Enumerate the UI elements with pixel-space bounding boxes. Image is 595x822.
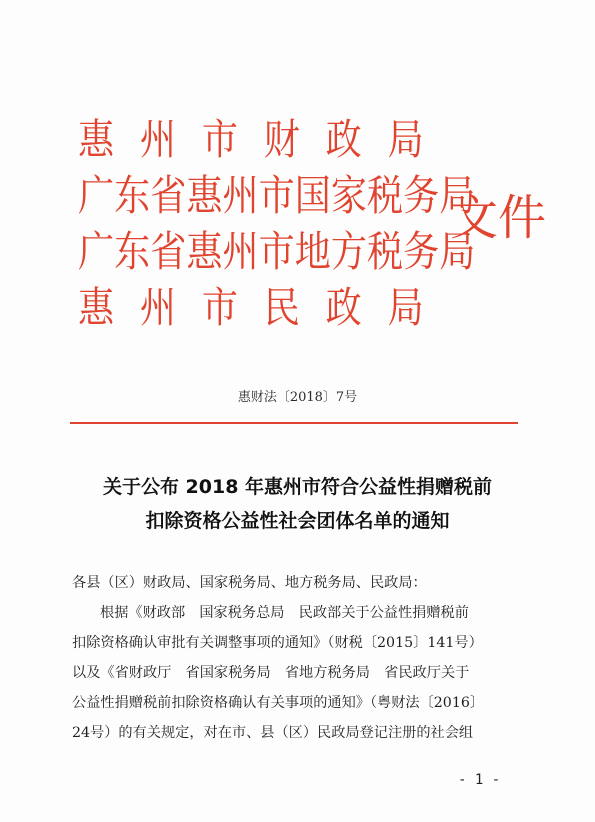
issuer-block: [78, 112, 476, 336]
issuer-civil-affairs-bureau: 惠州市民政局: [78, 283, 450, 332]
page-number: - 1 -: [458, 772, 501, 788]
body-line: 扣除资格确认审批有关调整事项的通知》（财税〔2015〕141号）: [72, 635, 483, 651]
issuer-finance-bureau: 惠州市财政局: [78, 115, 450, 164]
issuer-local-tax-bureau: 广东省惠州市地方税务局: [78, 227, 476, 276]
salutation: 各县（区）财政局、国家税务局、地方税务局、民政局：: [72, 575, 427, 591]
issuer-national-tax-bureau: 广东省惠州市国家税务局: [78, 171, 476, 220]
red-divider-line: [70, 422, 518, 424]
document-body: [72, 568, 522, 748]
body-line: 根据《财政部 国家税务总局 民政部关于公益性捐赠税前: [100, 605, 469, 621]
document-number: 惠财法〔2018〕7号: [237, 390, 358, 405]
body-line: 以及《省财政厅 省国家税务局 省地方税务局 省民政厅关于: [72, 665, 470, 681]
document-kind-label: 文件: [450, 190, 547, 246]
title-line-2: 扣除资格公益性社会团体名单的通知: [145, 510, 450, 532]
body-line: 公益性捐赠税前扣除资格确认有关事项的通知》（粤财法〔2016〕: [72, 695, 485, 711]
title-line-1: 关于公布 2018 年惠州市符合公益性捐赠税前: [102, 476, 493, 498]
body-line: 24号）的有关规定，对在市、县（区）民政局登记注册的社会组: [72, 725, 474, 741]
document-title: [60, 470, 535, 538]
